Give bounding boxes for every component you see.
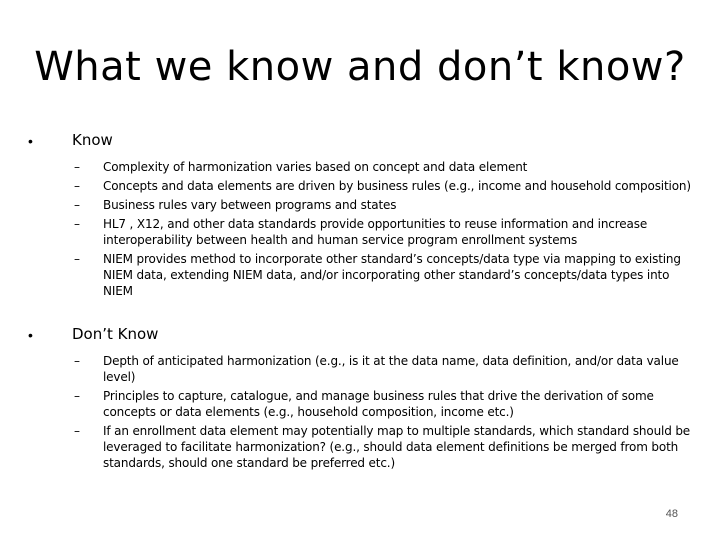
list-item (0, 159, 720, 175)
dash-icon: – (74, 354, 80, 368)
list-item-text: Business rules vary between programs and states (103, 198, 397, 212)
section-heading-know: Know (72, 131, 113, 149)
page-number: 48 (665, 508, 678, 520)
list-item (0, 197, 720, 213)
list-item-text: Complexity of harmonization varies based on concept and data element (103, 160, 528, 174)
dash-icon: – (74, 160, 80, 174)
list-item (0, 388, 720, 420)
list-item (0, 216, 720, 248)
list-item-text: HL7 , X12, and other data standards provide opportunities to reuse information and increase interoperability between health and human service program enrollment systems (103, 217, 648, 247)
dash-icon: – (74, 252, 80, 266)
list-item-text: Depth of anticipated harmonization (e.g., is it at the data name, data definition, and/or data value level) (103, 354, 679, 384)
level1-bullet-know (0, 131, 720, 155)
section-heading-dont-know: Don’t Know (72, 325, 159, 343)
bullet-icon: • (28, 327, 33, 343)
list-item (0, 353, 720, 385)
dash-icon: – (74, 389, 80, 403)
list-item-text: If an enrollment data element may potentially map to multiple standards, which standard should be leveraged to facilitate harmonization? (e.g., should data element definitions be merged from both standards, should one standard be preferred etc.) (103, 424, 691, 470)
bullet-icon: • (28, 133, 33, 149)
list-item (0, 251, 720, 299)
dash-icon: – (74, 424, 80, 438)
list-item (0, 178, 720, 194)
list-item (0, 423, 720, 471)
list-item-text: NIEM provides method to incorporate other standard’s concepts/data type via mapping to existing NIEM data, extending NIEM data, and/or incorporating other standard’s concepts/data types into NIEM (103, 252, 681, 298)
section-know (0, 131, 720, 302)
level1-bullet-dont-know (0, 325, 720, 349)
slide-title: What we know and don’t know? (34, 44, 686, 90)
dash-icon: – (74, 217, 80, 231)
dash-icon: – (74, 179, 80, 193)
dash-icon: – (74, 198, 80, 212)
section-dont-know (0, 325, 720, 474)
list-item-text: Concepts and data elements are driven by business rules (e.g., income and household composition) (103, 179, 691, 193)
list-item-text: Principles to capture, catalogue, and manage business rules that drive the derivation of some concepts or data elements (e.g., household composition, income etc.) (103, 389, 654, 419)
